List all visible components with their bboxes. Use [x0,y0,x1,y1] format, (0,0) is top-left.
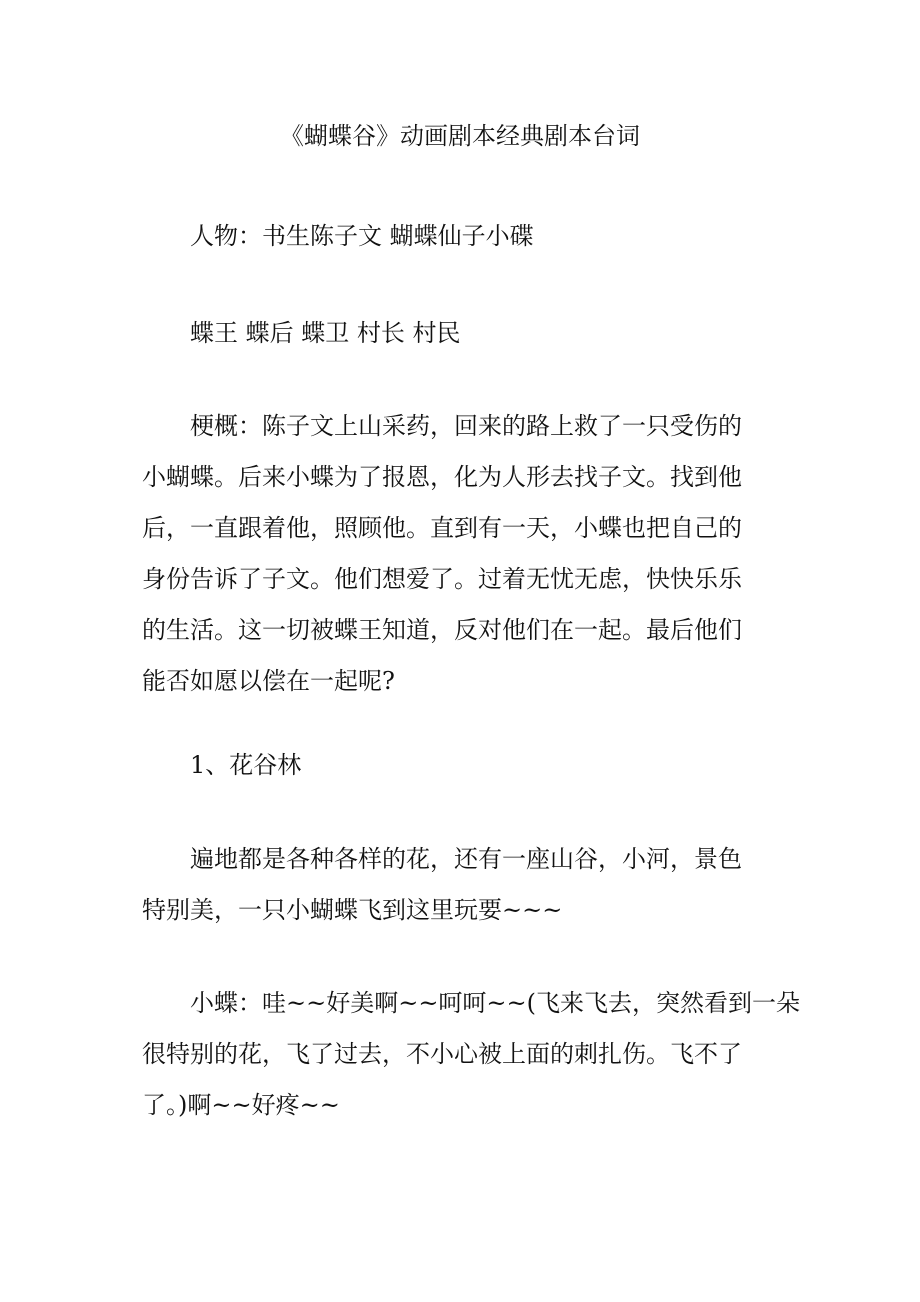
document-title: 《蝴蝶谷》动画剧本经典剧本台词 [280,122,640,150]
characters-line: 蝶王 蝶后 蝶卫 村长 村民 [190,319,461,347]
characters-paragraph-2 [142,308,782,359]
synopsis-line: 的生活。这一切被蝶王知道，反对他们在一起。最后他们 [142,616,742,644]
characters-paragraph-1 [142,211,782,262]
synopsis-line: 梗概：陈子文上山采药，回来的路上救了一只受伤的 [190,412,742,440]
scene-description-line: 遍地都是各种各样的花，还有一座山谷，小河，景色 [190,845,742,873]
synopsis-line: 后，一直跟着他，照顾他。直到有一天，小蝶也把自己的 [142,514,742,542]
synopsis-line: 小蝴蝶。后来小蝶为了报恩，化为人形去找子文。找到他 [142,463,742,491]
scene-heading-paragraph [142,740,782,791]
synopsis-line: 能否如愿以偿在一起呢? [142,667,395,695]
scene-description-paragraph [142,834,782,936]
dialogue-line: 小蝶：哇~~好美啊~~呵呵~~(飞来飞去，突然看到一朵 [190,989,801,1017]
dialogue-line: 了。)啊~~好疼~~ [142,1091,340,1119]
synopsis-line: 身份告诉了子文。他们想爱了。过着无忧无虑，快快乐乐 [142,565,742,593]
scene-heading: 1、花谷林 [190,751,302,779]
dialogue-line: 很特别的花，飞了过去，不小心被上面的刺扎伤。飞不了 [142,1040,742,1068]
scene-description-line: 特别美，一只小蝴蝶飞到这里玩要~~~ [142,896,563,924]
synopsis-paragraph [142,401,782,707]
dialogue-paragraph [142,978,801,1131]
characters-line: 人物：书生陈子文 蝴蝶仙子小碟 [190,222,534,250]
